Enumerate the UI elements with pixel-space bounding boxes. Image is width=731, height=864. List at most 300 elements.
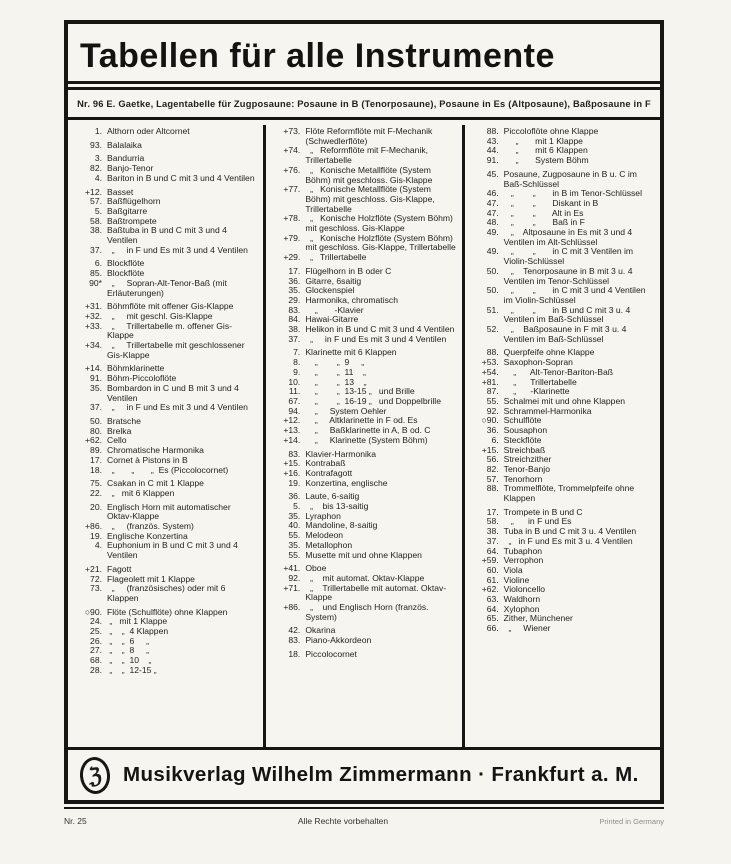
list-item <box>75 127 258 137</box>
list-item <box>75 503 258 522</box>
item-number: +41. <box>283 563 301 574</box>
item-text: Bandurria <box>107 153 145 164</box>
list-item <box>75 322 258 341</box>
item-text: Laute, 6-saitig <box>305 491 360 502</box>
item-number: +71. <box>283 582 301 593</box>
publisher-name: Musikverlag Wilhelm Zimmermann · Frankfurt a. M. <box>123 763 639 786</box>
list-item <box>75 188 258 198</box>
item-number: 55. <box>288 530 301 541</box>
item-number: 37. <box>288 333 301 344</box>
list-item <box>472 484 655 503</box>
item-text: „ Reformflöte mit F-Mechanik, Trillertabelle <box>305 145 431 166</box>
item-text: Tubaphon <box>503 545 543 556</box>
plate-number: Nr. 25 <box>64 816 87 826</box>
item-number: 80. <box>90 425 102 436</box>
item-text: Fagott <box>107 563 132 574</box>
list-item <box>75 259 258 269</box>
list-item <box>273 166 456 185</box>
item-text: „ „ 9 „ <box>305 357 365 368</box>
item-text: Blockflöte <box>107 268 145 279</box>
list-item <box>472 426 655 436</box>
item-text: Piccolocornet <box>305 648 357 659</box>
item-number: 83. <box>288 304 301 315</box>
item-text: Basset <box>107 186 134 197</box>
list-item <box>273 127 456 146</box>
item-text: „ Wiener <box>503 623 551 634</box>
title-section <box>68 24 660 81</box>
item-text: Streichbaß <box>503 444 546 455</box>
item-number: 84. <box>288 314 301 325</box>
item-number: +29. <box>283 252 301 263</box>
item-text: Englische Konzertina <box>107 530 188 541</box>
item-number: +33. <box>85 320 102 331</box>
item-number: 11. <box>289 386 301 397</box>
item-number: 45. <box>486 168 499 179</box>
item-text: Violine <box>503 574 530 585</box>
item-number: 18. <box>288 648 301 659</box>
item-text: Gitarre, 6saitig <box>305 275 362 286</box>
item-number: 63. <box>486 594 499 605</box>
item-text: „ „ 4 Klappen <box>107 626 169 637</box>
item-text: „ mit 1 Klappe <box>107 616 168 627</box>
item-text: Schalmei mit und ohne Klappen <box>503 395 626 406</box>
item-number: +74. <box>283 145 301 156</box>
list-item <box>75 154 258 164</box>
item-text: „ mit automat. Oktav-Klappe <box>305 572 425 583</box>
list-item <box>472 267 655 286</box>
item-number: 18. <box>90 464 102 475</box>
list-item <box>75 341 258 360</box>
item-text: Baßtrompete <box>107 215 157 226</box>
item-text: Xylophon <box>503 603 540 614</box>
item-text: Okarina <box>305 625 336 636</box>
item-number: 91. <box>486 155 499 166</box>
list-item <box>472 228 655 247</box>
item-text: „ „ 11 „ <box>305 366 366 377</box>
item-text: Chromatische Harmonika <box>107 445 204 456</box>
item-number: 3. <box>94 153 102 164</box>
list-item <box>75 384 258 403</box>
list-item <box>75 466 258 476</box>
item-number: 90* <box>89 277 102 288</box>
item-number: 35. <box>288 539 301 550</box>
item-text: Kontrafagott <box>305 467 353 478</box>
item-number: 50. <box>90 415 102 426</box>
item-text: „ Altposaune in Es mit 3 und 4 Ventilen im Alt-Schlüssel <box>503 227 635 247</box>
item-number: 88. <box>486 126 499 136</box>
item-number: 49. <box>486 246 499 257</box>
item-text: Baßtuba in B und C mit 3 und 4 Ventilen <box>107 225 230 246</box>
item-number: 61. <box>486 574 499 585</box>
item-text: „ „ in B im Tenor-Schlüssel <box>503 188 642 199</box>
item-number: 28. <box>90 664 102 675</box>
item-number: 42. <box>288 625 301 636</box>
item-text: „ System Oehler <box>305 405 387 416</box>
list-item <box>273 603 456 622</box>
list-item <box>472 436 655 446</box>
item-text: „ Konische Metallflöte (System Böhm) mit geschloss. Gis-Klappe, Trillertabelle <box>305 184 437 214</box>
list-item <box>472 455 655 465</box>
item-text: Bratsche <box>107 415 141 426</box>
item-text: Viola <box>503 564 523 575</box>
item-text: „ -Klavier <box>305 304 364 315</box>
item-text: Streichzither <box>503 454 552 465</box>
item-number: 9. <box>293 366 301 377</box>
item-text: Baßgitarre <box>107 205 148 216</box>
item-text: Bariton in B und C mit 3 und 4 Ventilen <box>107 172 255 183</box>
item-text: Cello <box>107 435 127 446</box>
list-item <box>273 584 456 603</box>
item-text: Tenorhorn <box>503 473 543 484</box>
list-item <box>472 576 655 586</box>
item-number: 17. <box>90 454 102 465</box>
list-item <box>472 465 655 475</box>
item-text: Brelka <box>107 425 132 436</box>
list-item <box>472 306 655 325</box>
item-text: „ Trillertabelle mit geschlossener Gis-Klappe <box>107 340 247 360</box>
item-number: 58. <box>486 516 499 527</box>
item-text: „ in F und Es mit 3 und 4 Ventilen <box>107 244 248 255</box>
item-text: Helikon in B und C mit 3 und 4 Ventilen <box>305 324 455 335</box>
item-number: 55. <box>288 549 301 560</box>
list-item <box>273 277 456 287</box>
item-number: +34. <box>85 340 102 351</box>
list-item <box>273 253 456 263</box>
list-item <box>75 197 258 207</box>
edition-subtitle: Nr. 96 E. Gaetke, Lagentabelle für Zugposaune: Posaune in B (Tenorposaune), Posaune in Es (Altposaune), Baßposaune in F <box>77 99 651 109</box>
item-text: Schulflöte <box>503 415 542 426</box>
item-number: 19. <box>90 530 102 541</box>
item-text: „ „ Baß in F <box>503 217 585 228</box>
list-item <box>472 624 655 634</box>
item-number: 43. <box>486 135 499 146</box>
item-number: 1. <box>94 126 102 136</box>
item-text: „ -Klarinette <box>503 386 570 397</box>
item-text: „ mit 6 Klappen <box>503 145 588 156</box>
item-number: 82. <box>486 463 499 474</box>
list-item <box>273 348 456 358</box>
item-number: 37. <box>486 535 499 546</box>
item-number: +14. <box>283 434 301 445</box>
item-text: Althorn oder Altcornet <box>107 126 190 136</box>
item-number: 36. <box>288 275 301 286</box>
item-number: +13. <box>283 425 301 436</box>
item-text: „ „ Diskant in B <box>503 197 599 208</box>
item-text: Mandoline, 8-saitig <box>305 520 378 531</box>
item-number: 55. <box>486 395 499 406</box>
item-number: +21. <box>85 563 102 574</box>
list-item <box>75 141 258 151</box>
item-text: Trommelflöte, Trommelpfeife ohne Klappen <box>503 483 637 504</box>
item-number: 57. <box>90 196 102 207</box>
item-number: 38. <box>90 225 102 236</box>
item-number: ○90. <box>481 415 499 426</box>
item-text: „ in F und Es mit 3 und 4 Ventilen <box>107 402 248 413</box>
item-number: 65. <box>486 613 499 624</box>
list-item <box>273 436 456 446</box>
item-text: „ „ 13 „ <box>305 376 367 387</box>
item-text: Zither, Münchener <box>503 613 573 624</box>
item-number: +76. <box>283 164 301 175</box>
item-number: 88. <box>486 347 499 358</box>
item-number: 19. <box>288 477 301 488</box>
item-text: „ Baßposaune in F mit 3 u. 4 Ventilen im Baß-Schlüssel <box>503 324 629 344</box>
item-text: „ „ 12-15 „ <box>107 664 157 675</box>
item-text: Cornet à Pistons in B <box>107 454 188 465</box>
list-item <box>273 267 456 277</box>
item-text: Posaune, Zugposaune in B u. C im Baß-Schlüssel <box>503 168 640 189</box>
item-number: 92. <box>486 405 499 416</box>
item-number: 92. <box>288 572 301 583</box>
list-item <box>273 335 456 345</box>
item-number: 25. <box>90 626 102 637</box>
list-item <box>273 531 456 541</box>
item-number: 83. <box>288 448 301 459</box>
item-text: Steckflöte <box>503 434 542 445</box>
item-number: 20. <box>90 501 102 512</box>
item-number: 10. <box>288 376 301 387</box>
item-number: 52. <box>486 324 499 335</box>
item-text: „ (französ. System) <box>107 521 194 532</box>
item-text: „ mit 1 Klappe <box>503 135 583 146</box>
list-item <box>75 279 258 298</box>
item-number: 8. <box>293 357 301 368</box>
item-number: +54. <box>481 366 499 377</box>
item-number: 73. <box>90 583 102 594</box>
item-text: „ „ 10 „ <box>107 655 152 666</box>
item-number: 38. <box>486 526 499 537</box>
item-number: 82. <box>90 163 102 174</box>
item-number: +81. <box>481 376 499 387</box>
bottom-strip <box>64 816 664 826</box>
item-text: „ Sopran-Alt-Tenor-Baß (mit Erläuterungen) <box>107 277 230 298</box>
item-number: +62. <box>481 584 499 595</box>
item-number: +73. <box>283 126 301 136</box>
item-number: 83. <box>288 635 301 646</box>
item-number: 4. <box>94 540 102 551</box>
list-item <box>472 156 655 166</box>
list-item <box>75 489 258 499</box>
item-number: 49. <box>486 227 499 238</box>
list-item <box>472 446 655 456</box>
item-text: Trompete in B und C <box>503 506 583 517</box>
item-number: 35. <box>288 285 301 296</box>
item-text: Klarinette mit 6 Klappen <box>305 347 397 358</box>
item-number: +14. <box>85 363 102 374</box>
item-number: +78. <box>283 213 301 224</box>
item-number: 17. <box>288 265 301 276</box>
item-text: „ „ in C mit 3 Ventilen im Violin-Schlüssel <box>503 246 636 267</box>
item-text: Saxophon-Sopran <box>503 357 573 368</box>
list-item <box>472 416 655 426</box>
item-text: Böhmklarinette <box>107 363 165 374</box>
item-number: 64. <box>486 603 499 614</box>
item-number: 48. <box>486 217 499 228</box>
item-text: Flügelhorn in B oder C <box>305 265 392 276</box>
list-item <box>273 521 456 531</box>
item-text: Violoncello <box>503 584 546 595</box>
item-text: Piano-Akkordeon <box>305 635 372 646</box>
item-number: 91. <box>90 373 102 384</box>
item-number: 58. <box>90 215 102 226</box>
item-number: 26. <box>90 635 102 646</box>
item-number: 67. <box>288 395 301 406</box>
item-text: Flöte (Schulflöte) ohne Klappen <box>107 606 228 617</box>
list-item <box>273 450 456 460</box>
item-text: Querpfeife ohne Klappe <box>503 347 595 358</box>
item-number: 27. <box>90 645 102 656</box>
list-item <box>75 627 258 637</box>
list-item <box>273 185 456 214</box>
item-text: Hawai-Gitarre <box>305 314 359 325</box>
item-number: 47. <box>486 197 499 208</box>
list-item <box>273 234 456 253</box>
page-frame <box>64 20 664 804</box>
list-item <box>472 325 655 344</box>
item-text: Baßflügelhorn <box>107 196 161 207</box>
item-text: „ und Englisch Horn (französ. System) <box>305 602 431 622</box>
item-text: „ mit 6 Klappen <box>107 487 175 498</box>
item-number: 89. <box>90 445 102 456</box>
item-number: 50. <box>486 285 499 296</box>
list-item <box>472 556 655 566</box>
publisher-logo-icon: ℨ <box>78 755 111 794</box>
list-item <box>273 636 456 646</box>
item-number: +62. <box>85 435 102 446</box>
list-item <box>273 146 456 165</box>
item-text: „ Konische Metallflöte (System Böhm) mit geschloss. Gis-Klappe <box>305 164 434 185</box>
item-text: „ Alt-Tenor-Bariton-Baß <box>503 366 614 377</box>
item-text: Bombardon in C und B mit 3 und 4 Ventilen <box>107 382 242 403</box>
item-number: 87. <box>486 386 499 397</box>
list-item <box>472 286 655 305</box>
list-item <box>75 417 258 427</box>
item-text: „ System Böhm <box>503 155 589 166</box>
list-item <box>472 247 655 266</box>
list-item <box>472 566 655 576</box>
list-item <box>472 547 655 557</box>
list-item <box>273 296 456 306</box>
item-text: „ in F und Es mit 3 und 4 Ventilen <box>305 333 447 344</box>
item-text: „ „ „ Es (Piccolocornet) <box>107 464 229 475</box>
catalog-column-1 <box>68 125 263 747</box>
item-text: Musette mit und ohne Klappen <box>305 549 422 560</box>
item-text: „ „ in C mit 3 und 4 Ventilen im Violin-Schlüssel <box>503 285 648 305</box>
item-number: +79. <box>283 232 301 243</box>
list-item <box>75 403 258 413</box>
item-text: Blockflöte <box>107 258 145 269</box>
item-text: Konzertina, englische <box>305 477 388 488</box>
page-title: Tabellen für alle Instrumente <box>80 37 555 75</box>
list-item <box>75 637 258 647</box>
list-item <box>472 595 655 605</box>
item-text: Metallophon <box>305 539 353 550</box>
item-number: +77. <box>283 184 301 195</box>
list-item <box>273 502 456 512</box>
item-number: 85. <box>90 268 102 279</box>
catalog-column-3 <box>462 125 660 747</box>
item-text: „ „ 8 „ <box>107 645 150 656</box>
item-text: „ Altklarinette in F od. Es <box>305 415 418 426</box>
item-text: Waldhorn <box>503 594 541 605</box>
list-item <box>75 427 258 437</box>
item-text: Schrammel-Harmonika <box>503 405 592 416</box>
item-text: Oboe <box>305 563 327 574</box>
item-number: ○90. <box>84 606 102 617</box>
item-text: „ Trillertabelle <box>305 252 367 263</box>
item-number: 22. <box>90 487 102 498</box>
item-number: 5. <box>94 205 102 216</box>
item-number: +32. <box>85 310 102 321</box>
list-item <box>472 170 655 189</box>
list-item <box>472 585 655 595</box>
list-item <box>472 614 655 624</box>
item-text: „ Trillertabelle mit automat. Oktav-Klappe <box>305 582 447 603</box>
item-number: 88. <box>486 483 499 494</box>
list-item <box>75 174 258 184</box>
list-item <box>75 646 258 656</box>
item-number: 94. <box>288 405 301 416</box>
item-number: 40. <box>288 520 301 531</box>
list-item <box>273 551 456 561</box>
item-number: 35. <box>90 382 102 393</box>
catalog-column-2 <box>263 125 461 747</box>
item-number: 75. <box>90 478 102 489</box>
list-item <box>75 656 258 666</box>
item-number: +31. <box>85 301 102 312</box>
item-number: 36. <box>486 425 499 436</box>
item-number: +15. <box>283 458 301 469</box>
item-number: 64. <box>486 545 499 556</box>
item-number: +12. <box>85 186 102 197</box>
item-number: +53. <box>481 357 499 368</box>
item-number: 36. <box>288 491 301 502</box>
item-text: „ Trillertabelle <box>503 376 577 387</box>
item-text: Böhm-Piccoloflöte <box>107 373 177 384</box>
item-text: „ Trillertabelle m. offener Gis-Klappe <box>107 320 232 341</box>
item-text: Kontrabaß <box>305 458 346 469</box>
item-number: 37. <box>90 244 102 255</box>
item-text: Harmonika, chromatisch <box>305 294 398 305</box>
item-text: „ (französisches) oder mit 6 Klappen <box>107 583 228 603</box>
list-item <box>75 666 258 676</box>
item-number: 93. <box>90 139 102 150</box>
list-item <box>273 214 456 233</box>
item-number: +12. <box>283 415 301 426</box>
item-number: 50. <box>486 265 499 276</box>
item-text: Tuba in B und C mit 3 u. 4 Ventilen <box>503 526 637 537</box>
item-text: Lyraphon <box>305 510 341 521</box>
item-text: „ Konische Holzflöte (System Böhm) mit geschloss. Gis-Klappe <box>305 213 456 234</box>
item-number: 56. <box>486 454 499 465</box>
item-number: 68. <box>90 655 102 666</box>
item-text: „ bis 13-saitig <box>305 501 369 512</box>
list-item <box>273 306 456 316</box>
item-text: Banjo-Tenor <box>107 163 154 174</box>
double-rule-divider <box>68 81 660 90</box>
item-text: Glockenspiel <box>305 285 355 296</box>
publisher-footer <box>68 750 660 800</box>
list-item <box>472 537 655 547</box>
item-number: 44. <box>486 145 499 156</box>
list-item <box>75 584 258 603</box>
item-text: „ „ in B und C mit 3 u. 4 Ventilen im Baß-Schlüssel <box>503 304 633 325</box>
item-text: Böhmflöte mit offener Gis-Klappe <box>107 301 234 312</box>
item-text: Csakan in C mit 1 Klappe <box>107 478 204 489</box>
item-number: +16. <box>283 467 301 478</box>
item-text: Melodeon <box>305 530 344 541</box>
item-text: Flöte Reformflöte mit F-Mechanik (Schwedlerflöte) <box>305 126 435 146</box>
